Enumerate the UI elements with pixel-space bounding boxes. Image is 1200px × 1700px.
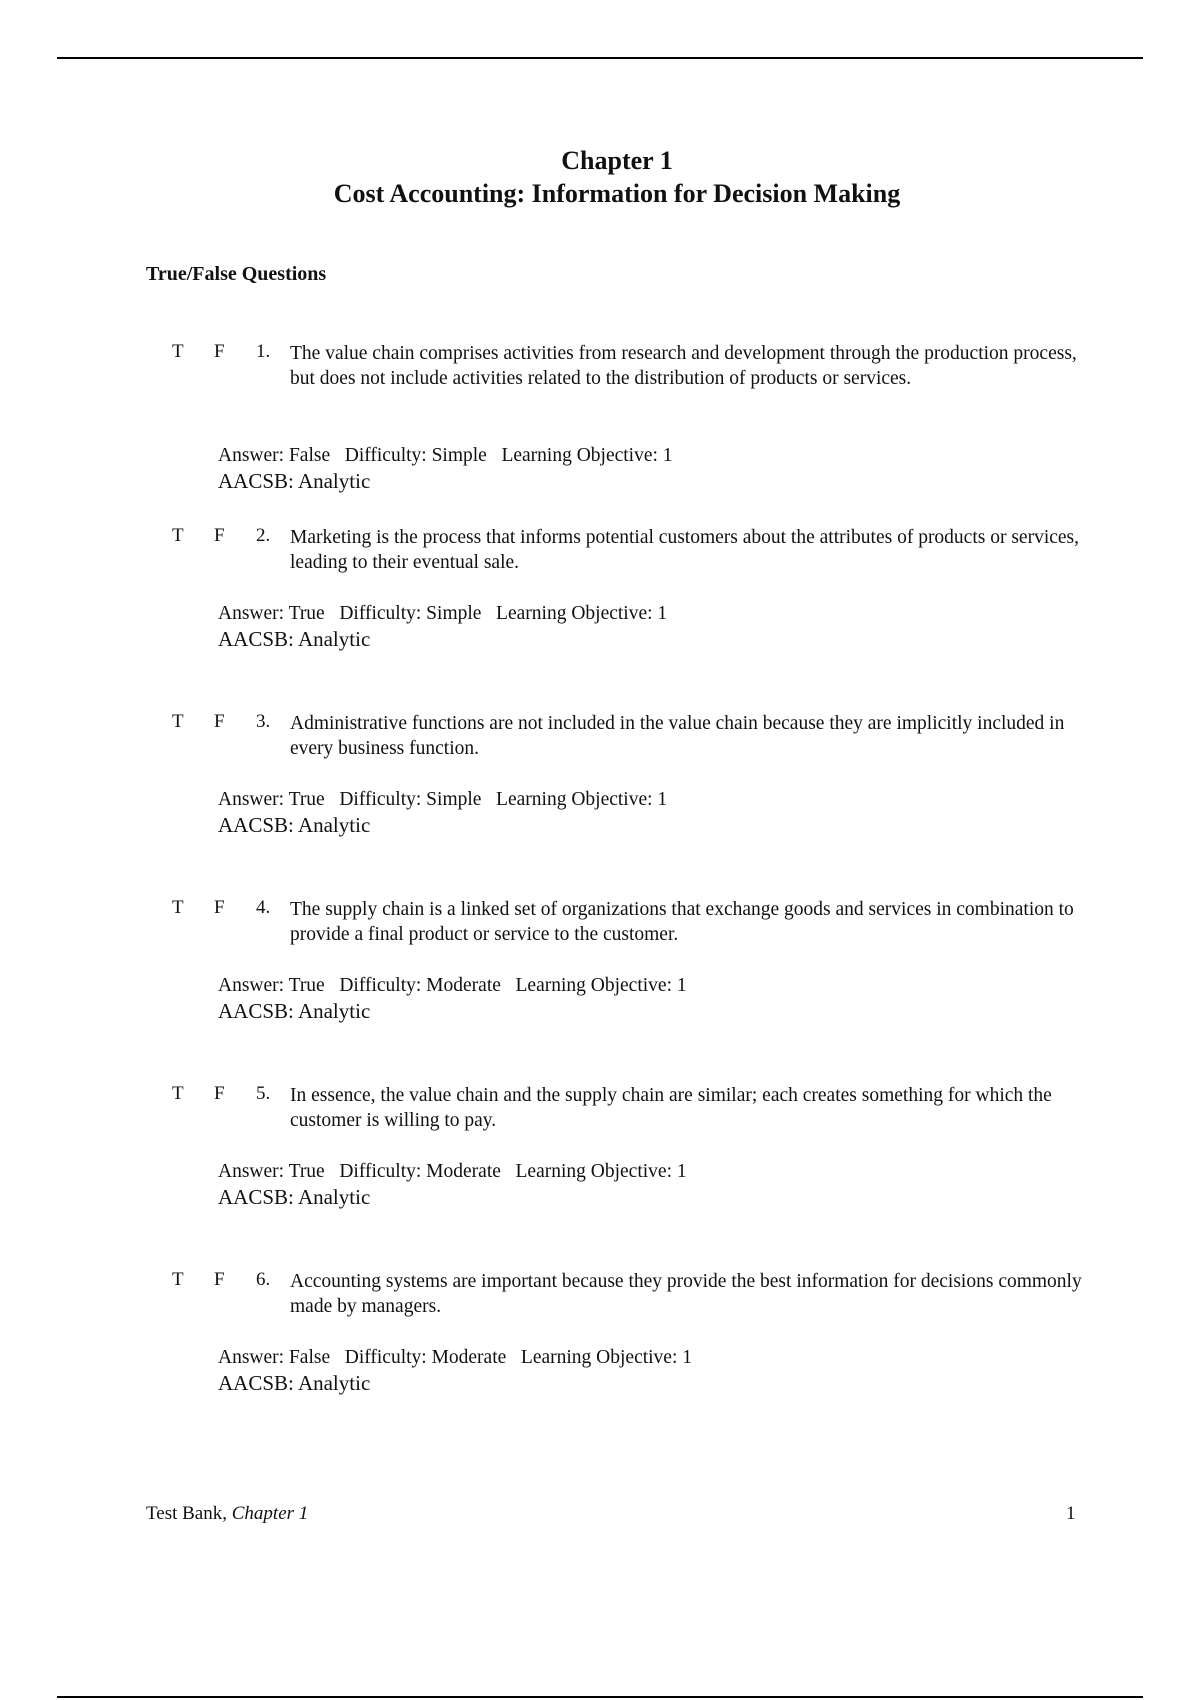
answer-meta: Answer: False Difficulty: Simple Learning Objective: 1 xyxy=(218,445,673,466)
false-option: F xyxy=(214,711,225,732)
chapter-subtitle: Cost Accounting: Information for Decision Making xyxy=(333,179,901,208)
answer-meta: Answer: True Difficulty: Simple Learning Objective: 1 xyxy=(218,789,668,810)
question-text: The value chain comprises activities from research and development through the production process, but does not include activities related to the distribution of products or services. xyxy=(290,343,1077,389)
footer-chapter: Chapter 1 xyxy=(231,1503,309,1524)
section-heading: True/False Questions xyxy=(146,263,327,285)
true-option: T xyxy=(172,711,184,732)
question-text: Administrative functions are not included in the value chain because they are implicitly included in every business function. xyxy=(290,713,1065,759)
aacsb-tag: AACSB: Analytic xyxy=(218,627,371,651)
question-text: In essence, the value chain and the supply chain are similar; each creates something for which the customer is willing to pay. xyxy=(290,1085,1052,1131)
question-text: Accounting systems are important because they provide the best information for decisions commonly made by managers. xyxy=(290,1271,1082,1317)
true-option: T xyxy=(172,897,184,918)
false-option: F xyxy=(214,897,225,918)
false-option: F xyxy=(214,1269,225,1290)
chapter-title: Chapter 1 xyxy=(561,146,673,175)
aacsb-tag: AACSB: Analytic xyxy=(218,1371,371,1395)
answer-meta: Answer: True Difficulty: Moderate Learning Objective: 1 xyxy=(218,1161,687,1182)
false-option: F xyxy=(214,1083,225,1104)
aacsb-tag: AACSB: Analytic xyxy=(218,813,371,837)
title-block xyxy=(0,144,1200,210)
answer-meta: Answer: False Difficulty: Moderate Learning Objective: 1 xyxy=(218,1347,693,1368)
answer-meta: Answer: True Difficulty: Moderate Learning Objective: 1 xyxy=(218,975,687,996)
aacsb-tag: AACSB: Analytic xyxy=(218,1185,371,1209)
question-number: 1. xyxy=(256,341,271,362)
aacsb-tag: AACSB: Analytic xyxy=(218,999,371,1023)
true-option: T xyxy=(172,1269,184,1290)
question-number: 4. xyxy=(256,897,271,918)
false-option: F xyxy=(214,525,225,546)
top-rule xyxy=(57,57,1143,59)
question-text: The supply chain is a linked set of organizations that exchange goods and services in combination to provide a final product or service to the customer. xyxy=(290,899,1074,945)
footer-source xyxy=(146,1503,308,1525)
question-number: 3. xyxy=(256,711,271,732)
false-option: F xyxy=(214,341,225,362)
answer-meta: Answer: True Difficulty: Simple Learning Objective: 1 xyxy=(218,603,668,624)
question-number: 6. xyxy=(256,1269,271,1290)
question-number: 5. xyxy=(256,1083,271,1104)
true-option: T xyxy=(172,525,184,546)
true-option: T xyxy=(172,341,184,362)
aacsb-tag: AACSB: Analytic xyxy=(218,469,371,493)
page-number: 1 xyxy=(1066,1503,1076,1524)
bottom-rule xyxy=(57,1696,1143,1698)
footer-source-text: Test Bank, xyxy=(146,1503,232,1524)
question-text: Marketing is the process that informs potential customers about the attributes of products or services, leading to their eventual sale. xyxy=(290,527,1080,573)
question-number: 2. xyxy=(256,525,271,546)
true-option: T xyxy=(172,1083,184,1104)
